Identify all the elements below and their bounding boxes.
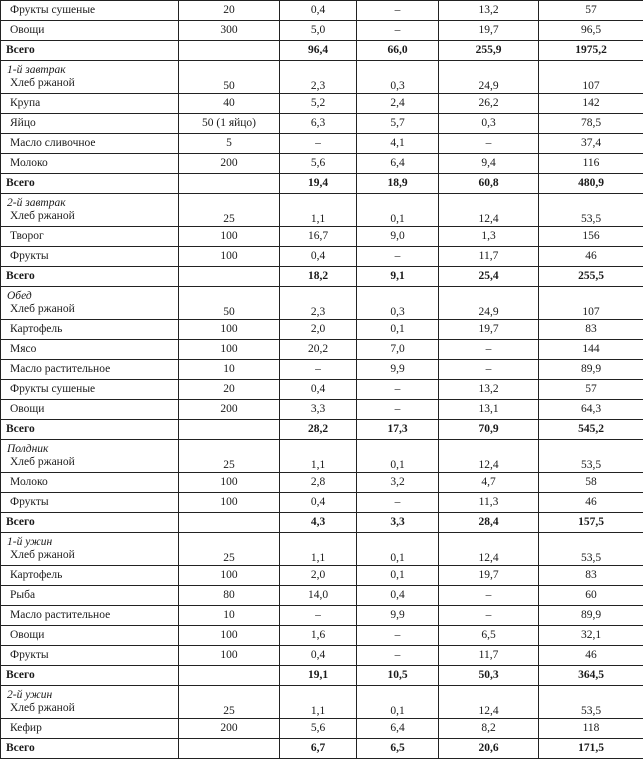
grams-cell: [179, 41, 280, 61]
grams-cell: 10: [179, 606, 280, 626]
food-name-cell: [1, 566, 179, 586]
carbs-cell: 12,4: [439, 533, 539, 566]
food-name-cell: [1, 227, 179, 247]
carbs-cell: 50,3: [439, 666, 539, 686]
food-name: Фрукты: [10, 649, 49, 661]
protein-cell: 5,2: [280, 94, 357, 114]
table-row: [1, 626, 643, 646]
table-row: [1, 340, 643, 360]
fat-cell: 6,5: [357, 739, 439, 759]
fat-cell: 0,1: [357, 320, 439, 340]
total-label-cell: [1, 41, 179, 61]
carbs-cell: 12,4: [439, 686, 539, 719]
total-label-cell: [1, 739, 179, 759]
kcal-cell: 156: [539, 227, 643, 247]
food-name: Яйцо: [10, 117, 36, 129]
kcal-cell: 142: [539, 94, 643, 114]
food-name-cell: [1, 606, 179, 626]
table-row: [1, 21, 643, 41]
grams-cell: 25: [179, 440, 280, 473]
protein-cell: 5,0: [280, 21, 357, 41]
grams-cell: 200: [179, 719, 280, 739]
grams-cell: 10: [179, 360, 280, 380]
table-row: [1, 134, 643, 154]
total-row: [1, 174, 643, 194]
table-row: [1, 606, 643, 626]
kcal-cell: 46: [539, 493, 643, 513]
food-name: Хлеб ржаной: [10, 303, 75, 315]
food-name: Хлеб ржаной: [10, 77, 75, 89]
meal-section-heading: 2-й ужин: [7, 689, 174, 702]
grams-cell: 20: [179, 380, 280, 400]
food-name: Фрукты сушеные: [10, 4, 95, 16]
food-name: Овощи: [10, 24, 44, 36]
grams-cell: 50: [179, 287, 280, 320]
carbs-cell: –: [439, 360, 539, 380]
total-label: Всего: [6, 270, 35, 282]
kcal-cell: 116: [539, 154, 643, 174]
table-row: [1, 194, 643, 227]
protein-cell: –: [280, 606, 357, 626]
protein-cell: 1,1: [280, 533, 357, 566]
protein-cell: 0,4: [280, 646, 357, 666]
food-name: Молоко: [10, 157, 48, 169]
grams-cell: 100: [179, 247, 280, 267]
total-label-cell: [1, 174, 179, 194]
food-name-cell: [1, 360, 179, 380]
total-row: [1, 513, 643, 533]
fat-cell: –: [357, 646, 439, 666]
protein-cell: 1,6: [280, 626, 357, 646]
fat-cell: 9,9: [357, 360, 439, 380]
carbs-cell: –: [439, 586, 539, 606]
fat-cell: 10,5: [357, 666, 439, 686]
food-name: Фрукты: [10, 250, 49, 262]
protein-cell: 5,6: [280, 719, 357, 739]
fat-cell: 5,7: [357, 114, 439, 134]
grams-cell: 200: [179, 154, 280, 174]
carbs-cell: 28,4: [439, 513, 539, 533]
grams-cell: 100: [179, 473, 280, 493]
fat-cell: 9,9: [357, 606, 439, 626]
carbs-cell: 13,2: [439, 1, 539, 21]
carbs-cell: 11,3: [439, 493, 539, 513]
carbs-cell: 12,4: [439, 194, 539, 227]
protein-cell: 14,0: [280, 586, 357, 606]
total-label: Всего: [6, 669, 35, 681]
food-name-cell: [1, 686, 179, 719]
total-label: Всего: [6, 177, 35, 189]
food-name-cell: [1, 247, 179, 267]
total-label-cell: [1, 513, 179, 533]
fat-cell: 66,0: [357, 41, 439, 61]
carbs-cell: –: [439, 606, 539, 626]
fat-cell: 0,1: [357, 566, 439, 586]
kcal-cell: 53,5: [539, 440, 643, 473]
food-name: Масло растительное: [10, 609, 110, 621]
food-name: Картофель: [10, 323, 62, 335]
fat-cell: –: [357, 400, 439, 420]
food-name: Масло сливочное: [10, 137, 96, 149]
kcal-cell: 37,4: [539, 134, 643, 154]
fat-cell: –: [357, 626, 439, 646]
meal-section-heading: Обед: [7, 290, 174, 303]
protein-cell: 3,3: [280, 400, 357, 420]
protein-cell: 6,7: [280, 739, 357, 759]
kcal-cell: 144: [539, 340, 643, 360]
food-name: Овощи: [10, 629, 44, 641]
protein-cell: –: [280, 134, 357, 154]
food-name-cell: [1, 646, 179, 666]
table-row: [1, 533, 643, 566]
kcal-cell: 78,5: [539, 114, 643, 134]
meal-section-heading: Полдник: [7, 443, 174, 456]
fat-cell: 17,3: [357, 420, 439, 440]
table-row: [1, 360, 643, 380]
table-row: [1, 227, 643, 247]
total-label-cell: [1, 420, 179, 440]
carbs-cell: 26,2: [439, 94, 539, 114]
total-label: Всего: [6, 44, 35, 56]
fat-cell: 0,3: [357, 61, 439, 94]
total-label: Всего: [6, 423, 35, 435]
food-name-cell: [1, 473, 179, 493]
food-name-cell: [1, 21, 179, 41]
food-name: Фрукты сушеные: [10, 383, 95, 395]
protein-cell: 0,4: [280, 1, 357, 21]
kcal-cell: 53,5: [539, 533, 643, 566]
fat-cell: 2,4: [357, 94, 439, 114]
kcal-cell: 96,5: [539, 21, 643, 41]
table-row: [1, 247, 643, 267]
carbs-cell: 6,5: [439, 626, 539, 646]
food-name: Картофель: [10, 569, 62, 581]
fat-cell: –: [357, 21, 439, 41]
fat-cell: 0,1: [357, 533, 439, 566]
table-row: [1, 493, 643, 513]
carbs-cell: 13,1: [439, 400, 539, 420]
total-label-cell: [1, 666, 179, 686]
kcal-cell: 57: [539, 1, 643, 21]
food-name: Хлеб ржаной: [10, 456, 75, 468]
grams-cell: [179, 739, 280, 759]
kcal-cell: 89,9: [539, 360, 643, 380]
table-row: [1, 114, 643, 134]
food-name-cell: [1, 61, 179, 94]
grams-cell: 100: [179, 340, 280, 360]
kcal-cell: 46: [539, 646, 643, 666]
protein-cell: 19,1: [280, 666, 357, 686]
total-row: [1, 267, 643, 287]
carbs-cell: 12,4: [439, 440, 539, 473]
carbs-cell: 8,2: [439, 719, 539, 739]
carbs-cell: 19,7: [439, 320, 539, 340]
food-name-cell: [1, 533, 179, 566]
table-row: [1, 586, 643, 606]
table-row: [1, 719, 643, 739]
carbs-cell: 20,6: [439, 739, 539, 759]
kcal-cell: 83: [539, 320, 643, 340]
food-name: Творог: [10, 230, 44, 242]
protein-cell: 1,1: [280, 440, 357, 473]
fat-cell: –: [357, 1, 439, 21]
kcal-cell: 89,9: [539, 606, 643, 626]
grams-cell: 100: [179, 646, 280, 666]
kcal-cell: 83: [539, 566, 643, 586]
protein-cell: 2,3: [280, 61, 357, 94]
fat-cell: –: [357, 380, 439, 400]
total-label-cell: [1, 267, 179, 287]
carbs-cell: 11,7: [439, 247, 539, 267]
grams-cell: 50: [179, 61, 280, 94]
protein-cell: 16,7: [280, 227, 357, 247]
total-label: Всего: [6, 516, 35, 528]
grams-cell: 25: [179, 686, 280, 719]
grams-cell: 50 (1 яйцо): [179, 114, 280, 134]
grams-cell: 25: [179, 194, 280, 227]
grams-cell: [179, 666, 280, 686]
table-row: [1, 94, 643, 114]
kcal-cell: 53,5: [539, 194, 643, 227]
carbs-cell: 11,7: [439, 646, 539, 666]
grams-cell: 100: [179, 566, 280, 586]
table-row: [1, 686, 643, 719]
grams-cell: 300: [179, 21, 280, 41]
protein-cell: 2,0: [280, 320, 357, 340]
carbs-cell: 70,9: [439, 420, 539, 440]
meal-section-heading: 1-й ужин: [7, 536, 174, 549]
food-name-cell: [1, 114, 179, 134]
grams-cell: [179, 513, 280, 533]
protein-cell: 2,8: [280, 473, 357, 493]
fat-cell: 9,1: [357, 267, 439, 287]
fat-cell: 0,4: [357, 586, 439, 606]
protein-cell: 2,0: [280, 566, 357, 586]
protein-cell: 1,1: [280, 194, 357, 227]
fat-cell: 0,3: [357, 287, 439, 320]
grams-cell: 200: [179, 400, 280, 420]
food-name: Фрукты: [10, 496, 49, 508]
protein-cell: 19,4: [280, 174, 357, 194]
table-row: [1, 400, 643, 420]
kcal-cell: 118: [539, 719, 643, 739]
kcal-cell: 64,3: [539, 400, 643, 420]
total-row: [1, 420, 643, 440]
carbs-cell: –: [439, 340, 539, 360]
food-name: Масло растительное: [10, 363, 110, 375]
protein-cell: 18,2: [280, 267, 357, 287]
food-name-cell: [1, 380, 179, 400]
food-name-cell: [1, 719, 179, 739]
protein-cell: 0,4: [280, 247, 357, 267]
kcal-cell: 107: [539, 287, 643, 320]
food-name-cell: [1, 1, 179, 21]
protein-cell: 2,3: [280, 287, 357, 320]
food-name: Хлеб ржаной: [10, 210, 75, 222]
food-name: Хлеб ржаной: [10, 702, 75, 714]
food-name: Крупа: [10, 97, 40, 109]
protein-cell: 5,6: [280, 154, 357, 174]
protein-cell: 1,1: [280, 686, 357, 719]
food-name: Овощи: [10, 403, 44, 415]
fat-cell: 3,2: [357, 473, 439, 493]
table-row: [1, 61, 643, 94]
carbs-cell: 19,7: [439, 21, 539, 41]
fat-cell: 18,9: [357, 174, 439, 194]
total-label: Всего: [6, 742, 35, 754]
kcal-cell: 32,1: [539, 626, 643, 646]
kcal-cell: 57: [539, 380, 643, 400]
carbs-cell: 24,9: [439, 61, 539, 94]
meal-section-heading: 2-й завтрак: [7, 197, 174, 210]
kcal-cell: 60: [539, 586, 643, 606]
kcal-cell: 255,5: [539, 267, 643, 287]
food-name-cell: [1, 493, 179, 513]
kcal-cell: 364,5: [539, 666, 643, 686]
food-name-cell: [1, 400, 179, 420]
food-name-cell: [1, 320, 179, 340]
fat-cell: 4,1: [357, 134, 439, 154]
fat-cell: –: [357, 493, 439, 513]
protein-cell: 20,2: [280, 340, 357, 360]
table-row: [1, 646, 643, 666]
total-row: [1, 41, 643, 61]
food-name: Кефир: [10, 722, 42, 734]
fat-cell: 0,1: [357, 194, 439, 227]
fat-cell: –: [357, 247, 439, 267]
kcal-cell: 171,5: [539, 739, 643, 759]
kcal-cell: 58: [539, 473, 643, 493]
grams-cell: 5: [179, 134, 280, 154]
grams-cell: 80: [179, 586, 280, 606]
diet-menu-body: [1, 1, 643, 759]
fat-cell: 6,4: [357, 154, 439, 174]
kcal-cell: 545,2: [539, 420, 643, 440]
food-name: Хлеб ржаной: [10, 549, 75, 561]
carbs-cell: 1,3: [439, 227, 539, 247]
food-name-cell: [1, 134, 179, 154]
grams-cell: 100: [179, 320, 280, 340]
carbs-cell: –: [439, 134, 539, 154]
protein-cell: –: [280, 360, 357, 380]
fat-cell: 7,0: [357, 340, 439, 360]
food-name-cell: [1, 340, 179, 360]
total-row: [1, 739, 643, 759]
food-name: Молоко: [10, 476, 48, 488]
food-name: Рыба: [10, 589, 35, 601]
carbs-cell: 255,9: [439, 41, 539, 61]
fat-cell: 6,4: [357, 719, 439, 739]
food-name-cell: [1, 586, 179, 606]
table-row: [1, 473, 643, 493]
kcal-cell: 107: [539, 61, 643, 94]
grams-cell: [179, 420, 280, 440]
table-row: [1, 320, 643, 340]
carbs-cell: 25,4: [439, 267, 539, 287]
kcal-cell: 53,5: [539, 686, 643, 719]
fat-cell: 9,0: [357, 227, 439, 247]
table-row: [1, 440, 643, 473]
protein-cell: 28,2: [280, 420, 357, 440]
carbs-cell: 4,7: [439, 473, 539, 493]
kcal-cell: 1975,2: [539, 41, 643, 61]
table-row: [1, 380, 643, 400]
total-row: [1, 666, 643, 686]
fat-cell: 0,1: [357, 686, 439, 719]
grams-cell: 40: [179, 94, 280, 114]
table-row: [1, 154, 643, 174]
grams-cell: 100: [179, 493, 280, 513]
food-name-cell: [1, 194, 179, 227]
food-name-cell: [1, 626, 179, 646]
carbs-cell: 0,3: [439, 114, 539, 134]
kcal-cell: 480,9: [539, 174, 643, 194]
carbs-cell: 19,7: [439, 566, 539, 586]
table-row: [1, 287, 643, 320]
carbs-cell: 24,9: [439, 287, 539, 320]
grams-cell: 100: [179, 227, 280, 247]
carbs-cell: 60,8: [439, 174, 539, 194]
protein-cell: 96,4: [280, 41, 357, 61]
grams-cell: 25: [179, 533, 280, 566]
table-row: [1, 566, 643, 586]
carbs-cell: 9,4: [439, 154, 539, 174]
fat-cell: 0,1: [357, 440, 439, 473]
grams-cell: 20: [179, 1, 280, 21]
protein-cell: 0,4: [280, 493, 357, 513]
grams-cell: [179, 267, 280, 287]
food-name-cell: [1, 440, 179, 473]
food-name: Мясо: [10, 343, 36, 355]
kcal-cell: 46: [539, 247, 643, 267]
grams-cell: 100: [179, 626, 280, 646]
meal-section-heading: 1-й завтрак: [7, 64, 174, 77]
protein-cell: 4,3: [280, 513, 357, 533]
food-name-cell: [1, 287, 179, 320]
protein-cell: 0,4: [280, 380, 357, 400]
protein-cell: 6,3: [280, 114, 357, 134]
carbs-cell: 13,2: [439, 380, 539, 400]
food-name-cell: [1, 154, 179, 174]
grams-cell: [179, 174, 280, 194]
kcal-cell: 157,5: [539, 513, 643, 533]
table-row: [1, 1, 643, 21]
fat-cell: 3,3: [357, 513, 439, 533]
food-name-cell: [1, 94, 179, 114]
